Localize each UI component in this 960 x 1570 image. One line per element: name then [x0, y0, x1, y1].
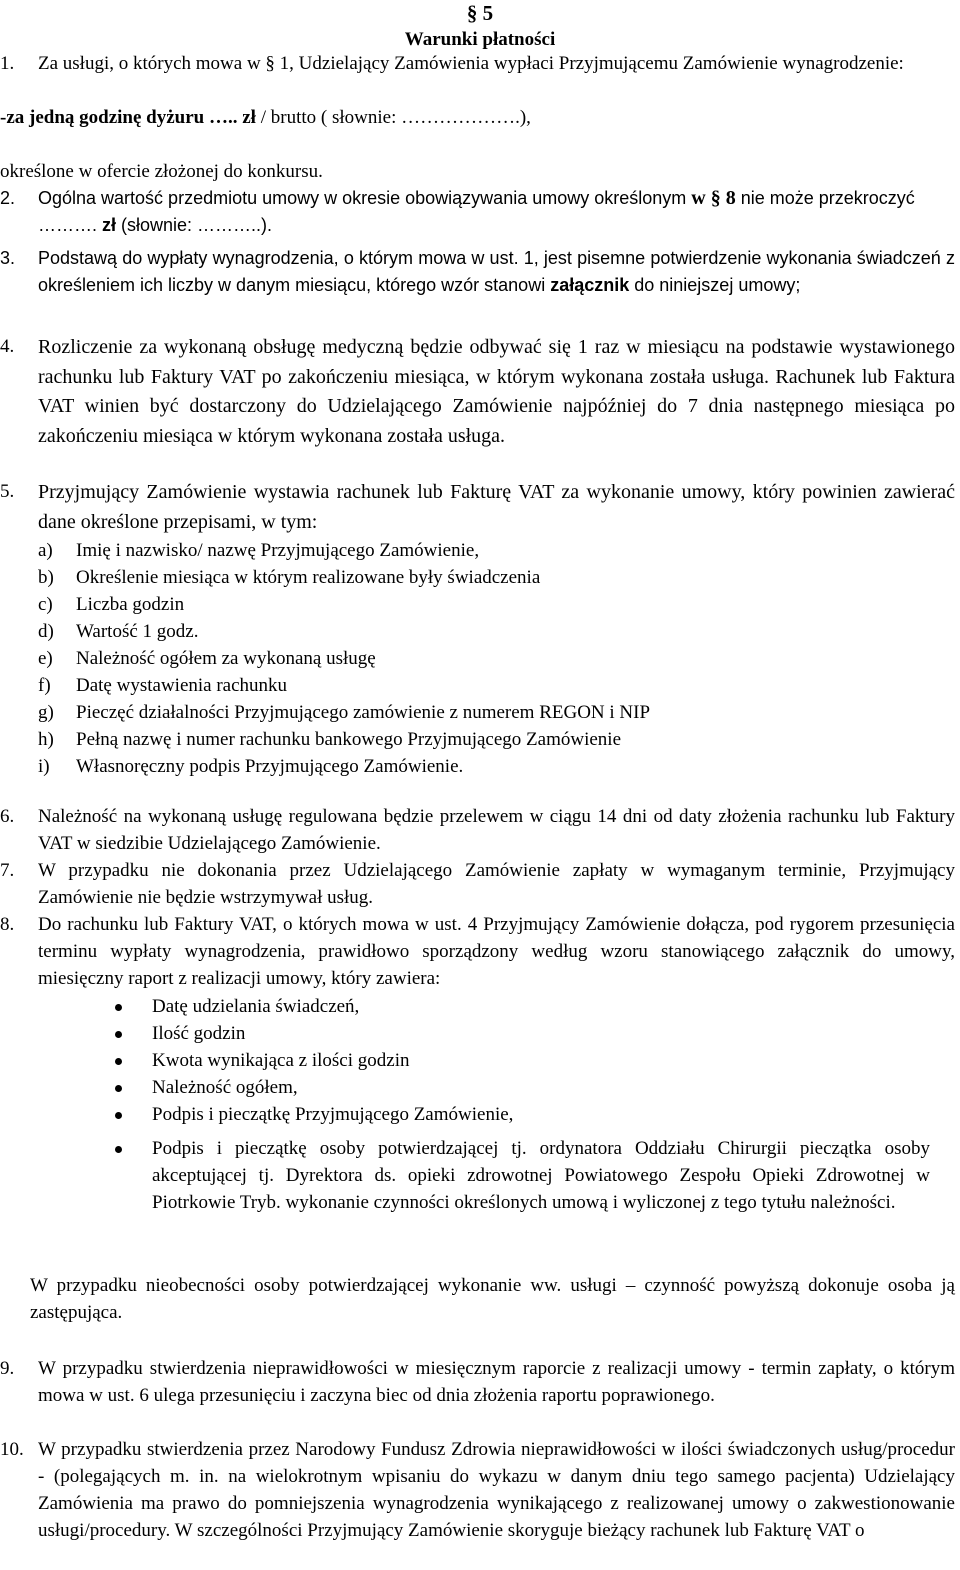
- bullet-text: Należność ogółem,: [152, 1077, 298, 1098]
- list-item-g: [38, 699, 938, 726]
- rate-line-bold: -za jedną godzinę dyżuru ….. zł: [0, 107, 256, 128]
- bullet-text: Podpis i pieczątkę Przyjmującego Zamówienie,: [152, 1104, 514, 1125]
- clause-9-number: 9.: [0, 1358, 15, 1379]
- list-letter: h): [38, 729, 54, 750]
- list-item-f: [38, 672, 938, 699]
- rate-line-rest: / brutto ( słownie: ……………….),: [255, 107, 531, 128]
- clause-3-text-b: do niniejszej umowy;: [629, 275, 801, 295]
- list-item-i: [38, 753, 938, 780]
- clause-3-text-a: Podstawą do wypłaty wynagrodzenia, o którym mowa w ust. 1, jest pisemne potwierdzenie wykonania świadczeń z określeniem ich liczby w danym miesiącu, którego wzór stanowi: [38, 248, 955, 295]
- clause-4-number: 4.: [0, 336, 15, 357]
- section-number: § 5: [466, 1, 494, 25]
- bullet-dot-icon: [115, 1146, 122, 1153]
- clause-2-text-b: nie może przekroczyć ……….: [38, 188, 915, 235]
- clause-2-text: [38, 185, 955, 239]
- clause-5-number: 5.: [0, 481, 15, 502]
- clause-10-number: 10.: [0, 1439, 24, 1460]
- clause-1-number: 1.: [0, 53, 15, 74]
- list-item-h: [38, 726, 938, 753]
- clause-7-number: 7.: [0, 860, 15, 881]
- list-letter: a): [38, 540, 53, 561]
- bullet-dot-icon: [115, 1085, 122, 1092]
- list-item-b: [38, 564, 938, 591]
- list-letter: e): [38, 648, 53, 669]
- clause-4-text: Rozliczenie za wykonaną obsługę medyczną będzie odbywać się 1 raz w miesiącu na podstawie wystawionego rachunku lub Faktury VAT po zakończeniu miesiąca, w którym wykonana została usługa. Rachunek lub Faktura VAT winien być dostarczony do Udzielającego Zamówienie najpóźniej do 7 dnia następnego miesiąca po zakończeniu miesiąca w którym wykonana została usługa.: [38, 336, 955, 447]
- list-text: Pełną nazwę i numer rachunku bankowego Przyjmującego Zamówienie: [76, 729, 622, 750]
- clause-2-text-c: (słownie: ………..).: [116, 215, 273, 235]
- list-text: Imię i nazwisko/ nazwę Przyjmującego Zamówienie,: [76, 540, 480, 561]
- list-item-a: [38, 537, 938, 564]
- clause-7-text: W przypadku nie dokonania przez Udzielającego Zamówienie zapłaty w wymaganym terminie, Przyjmujący Zamówienie nie będzie wstrzymywał usług.: [38, 860, 955, 908]
- list-text: Określenie miesiąca w którym realizowane były świadczenia: [76, 567, 541, 588]
- section-title: Warunki płatności: [404, 29, 556, 50]
- list-letter: g): [38, 702, 54, 723]
- clause-2-ref: w § 8: [691, 187, 736, 209]
- bullet-text: Datę udzielania świadczeń,: [152, 996, 360, 1017]
- list-letter: c): [38, 594, 53, 615]
- clause-6-text: Należność na wykonaną usługę regulowana będzie przelewem w ciągu 14 dni od daty złożenia rachunku lub Faktury VAT w siedzibie Udzielającego Zamówienie.: [38, 806, 955, 854]
- bullet-dot-icon: [115, 1031, 122, 1038]
- rate-line: [0, 104, 955, 131]
- clause-10-text: W przypadku stwierdzenia przez Narodowy Fundusz Zdrowia nieprawidłowości w ilości świadczonych usług/procedur - (polegających m. in. na wielokrotnym wpisaniu do wykazu w danym dniu tego samego pacjenta) Udzielający Zamówienia ma prawo do pomniejszenia wynagrodzenia wynikającego z realizowanej umowy o zakwestionowanie usługi/procedury. W szczególności Przyjmujący Zamówienie skoryguje bieżący rachunek lub Fakturę VAT o: [38, 1439, 955, 1541]
- bullet-text: Ilość godzin: [152, 1023, 246, 1044]
- clause-1-text: Za usługi, o których mowa w § 1, Udzielający Zamówienia wypłaci Przyjmującemu Zamówienie wynagrodzenie:: [38, 53, 904, 74]
- bullet-text: Kwota wynikająca z ilości godzin: [152, 1050, 410, 1071]
- bullet-dot-icon: [115, 1058, 122, 1065]
- clause-3-number: 3.: [0, 248, 16, 268]
- bullet-dot-icon: [115, 1112, 122, 1119]
- list-text: Wartość 1 godz.: [76, 621, 199, 642]
- clause-2-number: 2.: [0, 188, 16, 208]
- clause-3-text: [38, 245, 955, 299]
- bullet-text: Podpis i pieczątkę osoby potwierdzającej tj. ordynatora Oddziału Chirurgii pieczątka osoby akceptującej tj. Dyrektora ds. opieki zdrowotnej Powiatowego Zespołu Opieki Zdrowotnej w Piotrkowie Tryb. wykonanie czynności określonych umową i wyliczonej z tego tytułu należności.: [152, 1138, 930, 1213]
- clause-3-bold: załącznik: [550, 275, 630, 295]
- clause-8-number: 8.: [0, 914, 15, 935]
- list-item-e: [38, 645, 938, 672]
- list-letter: f): [38, 675, 51, 696]
- list-text: Należność ogółem za wykonaną usługę: [76, 648, 376, 669]
- list-text: Datę wystawienia rachunku: [76, 675, 288, 696]
- list-letter: b): [38, 567, 54, 588]
- clause-9-text: W przypadku stwierdzenia nieprawidłowości w miesięcznym raporcie z realizacji umowy - termin zapłaty, o którym mowa w ust. 6 ulega przesunięciu i zaczyna biec od dnia złożenia raportu poprawionego.: [38, 1358, 955, 1406]
- absence-note: W przypadku nieobecności osoby potwierdzającej wykonanie ww. usługi – czynność powyższą dokonuje osoba ją zastępująca.: [30, 1275, 955, 1323]
- list-letter: d): [38, 621, 54, 642]
- clause-8-text: Do rachunku lub Faktury VAT, o których mowa w ust. 4 Przyjmujący Zamówienie dołącza, pod rygorem przesunięcia terminu wypłaty wynagrodzenia, prawidłowo sporządzony według wzoru stanowiącego załącznik do umowy, miesięczny raport z realizacji umowy, który zawiera:: [38, 914, 955, 989]
- list-text: Własnoręczny podpis Przyjmującego Zamówienie.: [76, 756, 464, 777]
- clause-2-text-a: Ogólna wartość przedmiotu umowy w okresie obowiązywania umowy określonym: [38, 188, 692, 208]
- list-item-d: [38, 618, 938, 645]
- bullet-dot-icon: [115, 1004, 122, 1011]
- list-letter: i): [38, 756, 50, 777]
- list-text: Pieczęć działalności Przyjmującego zamówienie z numerem REGON i NIP: [76, 702, 651, 723]
- clause-6-number: 6.: [0, 806, 15, 827]
- list-text: Liczba godzin: [76, 594, 185, 615]
- clause-5-text: Przyjmujący Zamówienie wystawia rachunek lub Fakturę VAT za wykonanie umowy, który powinien zawierać dane określone przepisami, w tym:: [38, 481, 955, 533]
- offer-line: określone w ofercie złożonej do konkursu.: [0, 161, 323, 182]
- list-item-c: [38, 591, 938, 618]
- clause-2-zl: zł: [102, 215, 117, 235]
